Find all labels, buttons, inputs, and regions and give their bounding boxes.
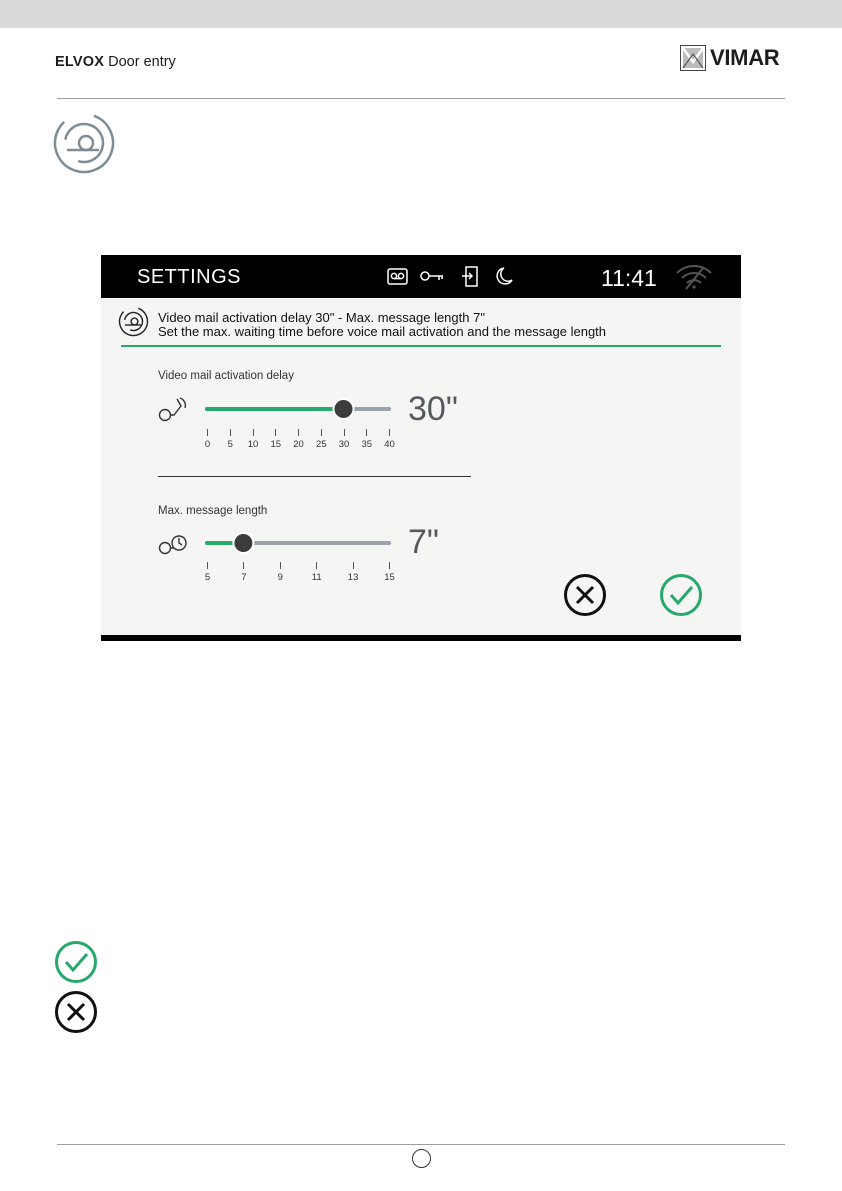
description-divider bbox=[121, 345, 721, 347]
tick-mark bbox=[366, 429, 367, 436]
clock: 11:41 bbox=[601, 265, 657, 291]
message-length-icon bbox=[157, 528, 189, 556]
videomail-icon[interactable] bbox=[387, 266, 408, 287]
tick-label: 5 bbox=[227, 439, 233, 450]
confirm-icon bbox=[54, 940, 98, 984]
footer-rule bbox=[57, 1144, 785, 1145]
slider-2-value: 7" bbox=[408, 523, 439, 561]
tick-label: 30 bbox=[338, 439, 350, 450]
brand-name: ELVOX Door entry bbox=[55, 54, 176, 70]
tick-mark bbox=[207, 429, 208, 436]
tick-label: 20 bbox=[293, 439, 304, 450]
door-exit-icon[interactable] bbox=[461, 266, 479, 287]
confirm-icon[interactable] bbox=[659, 573, 703, 617]
logo-text: VIMAR bbox=[710, 45, 780, 70]
tick-mark bbox=[207, 562, 208, 569]
vimar-logo-icon bbox=[680, 45, 706, 71]
description-line-1: Video mail activation delay 30" - Max. message length 7" bbox=[158, 310, 485, 325]
videomail-icon bbox=[118, 306, 149, 337]
tick-label: 25 bbox=[315, 439, 327, 450]
tick-mark bbox=[280, 562, 281, 569]
tick-mark bbox=[389, 429, 390, 436]
tick-mark bbox=[344, 429, 345, 436]
tick-mark bbox=[253, 429, 254, 436]
tick-label: 7 bbox=[241, 572, 247, 583]
slider-1-label: Video mail activation delay bbox=[158, 370, 294, 382]
activation-delay-slider[interactable] bbox=[201, 395, 401, 423]
tick-mark bbox=[243, 562, 244, 569]
header-rule bbox=[57, 98, 785, 99]
settings-screen bbox=[101, 255, 741, 641]
tick-label: 10 bbox=[247, 439, 259, 450]
page-number-circle bbox=[412, 1149, 431, 1168]
screen-header bbox=[101, 255, 741, 298]
screen-bottom-bar bbox=[101, 635, 741, 641]
message-length-slider[interactable] bbox=[201, 529, 401, 557]
wifi-off-icon[interactable] bbox=[674, 264, 714, 290]
slider-knob[interactable] bbox=[334, 399, 354, 419]
tick-mark bbox=[298, 429, 299, 436]
tick-label: 40 bbox=[384, 439, 395, 450]
tick-mark bbox=[353, 562, 354, 569]
tick-mark bbox=[321, 429, 322, 436]
tick-mark bbox=[316, 562, 317, 569]
tick-label: 13 bbox=[347, 572, 359, 583]
slider-2-label: Max. message length bbox=[158, 505, 268, 517]
videomail-icon bbox=[53, 112, 115, 174]
cancel-icon[interactable] bbox=[563, 573, 607, 617]
tick-mark bbox=[389, 562, 390, 569]
vimar-logo bbox=[680, 44, 779, 72]
key-icon[interactable] bbox=[419, 266, 447, 287]
top-bar bbox=[0, 0, 842, 28]
screen-title: SETTINGS bbox=[137, 266, 242, 288]
delay-icon bbox=[157, 395, 189, 423]
description-line-2: Set the max. waiting time before voice mail activation and the message length bbox=[158, 324, 607, 339]
moon-icon[interactable] bbox=[494, 266, 514, 287]
tick-label: 9 bbox=[277, 572, 283, 583]
tick-label: 15 bbox=[270, 439, 282, 450]
tick-label: 15 bbox=[384, 572, 395, 583]
tick-mark bbox=[230, 429, 231, 436]
tick-label: 35 bbox=[361, 439, 373, 450]
slider-knob[interactable] bbox=[233, 533, 253, 553]
slider-divider bbox=[158, 476, 471, 477]
tick-label: 5 bbox=[204, 572, 211, 583]
cancel-icon bbox=[54, 990, 98, 1034]
tick-mark bbox=[275, 429, 276, 436]
tick-label: 11 bbox=[311, 572, 322, 583]
tick-label: 0 bbox=[204, 439, 211, 450]
slider-1-value: 30" bbox=[408, 390, 458, 428]
